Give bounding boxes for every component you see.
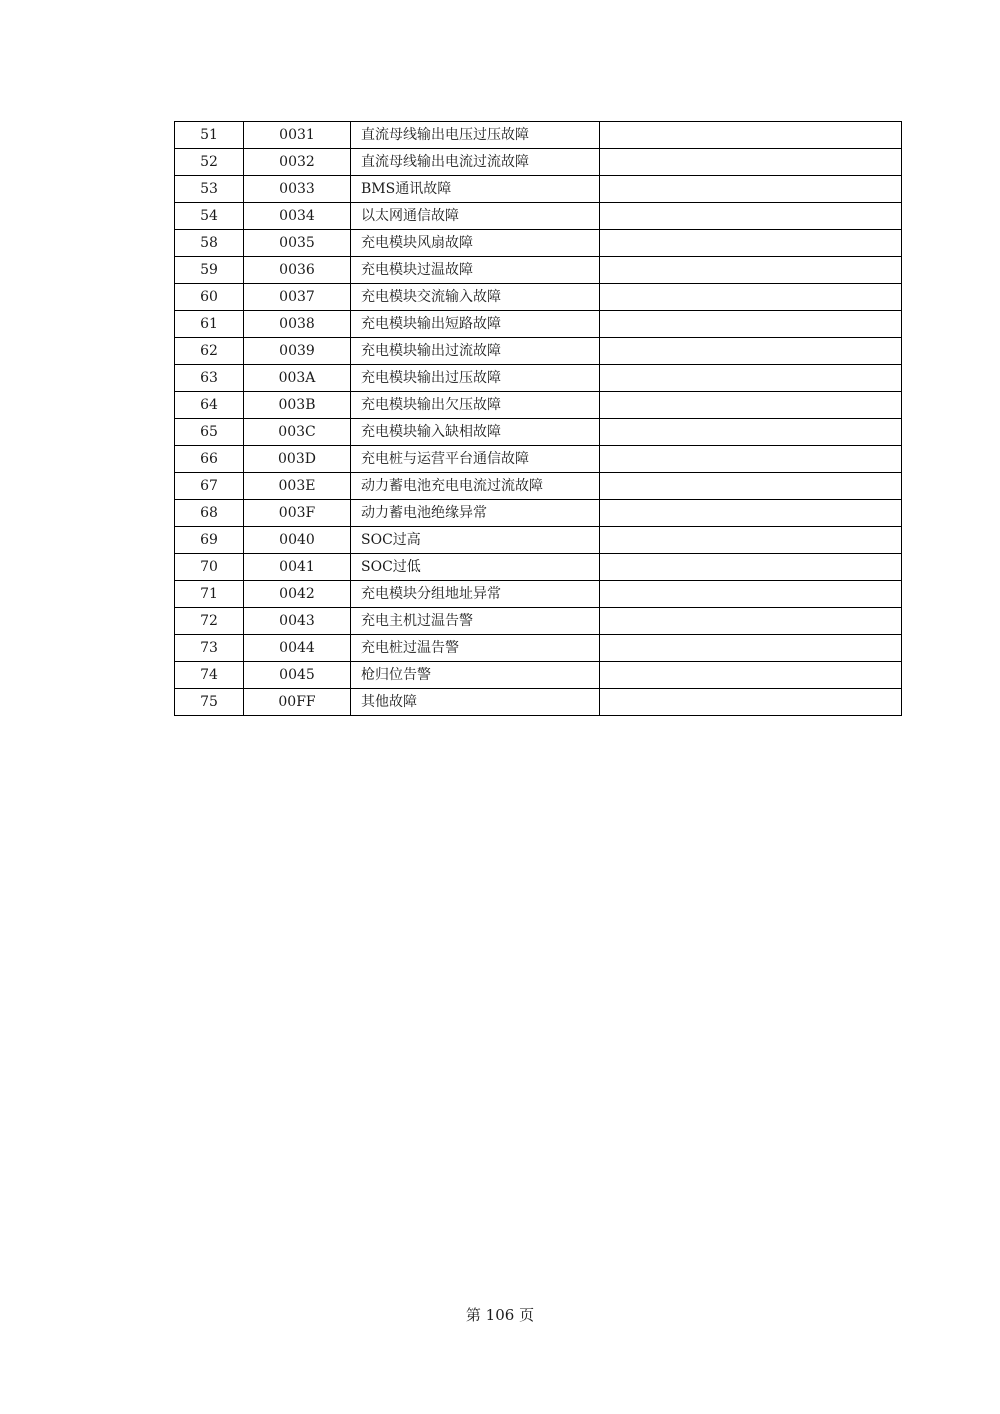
fault-code-cell: 0036: [244, 257, 351, 284]
fault-code-cell: 0035: [244, 230, 351, 257]
page-number: 第 106 页: [465, 1306, 535, 1324]
fault-description-cell: BMS通讯故障: [351, 176, 600, 203]
remark-cell: [600, 122, 902, 149]
fault-code-cell: 0042: [244, 581, 351, 608]
fault-description-cell: 充电模块过温故障: [351, 257, 600, 284]
fault-description-cell: 充电模块输入缺相故障: [351, 419, 600, 446]
fault-code-cell: 003E: [244, 473, 351, 500]
sequence-number-cell: 52: [175, 149, 244, 176]
fault-code-cell: 0043: [244, 608, 351, 635]
remark-cell: [600, 257, 902, 284]
fault-code-table: [174, 121, 902, 716]
sequence-number-cell: 66: [175, 446, 244, 473]
fault-description-cell: 充电模块输出短路故障: [351, 311, 600, 338]
fault-code-cell: 003A: [244, 365, 351, 392]
sequence-number-cell: 69: [175, 527, 244, 554]
fault-description-cell: 直流母线输出电流过流故障: [351, 149, 600, 176]
fault-description-cell: SOC过低: [351, 554, 600, 581]
fault-description-cell: 充电模块输出过流故障: [351, 338, 600, 365]
fault-code-cell: 003B: [244, 392, 351, 419]
fault-description-cell: 动力蓄电池充电电流过流故障: [351, 473, 600, 500]
sequence-number-cell: 53: [175, 176, 244, 203]
fault-code-cell: 003F: [244, 500, 351, 527]
table-row: [175, 203, 902, 230]
fault-code-cell: 003C: [244, 419, 351, 446]
remark-cell: [600, 689, 902, 716]
fault-description-cell: 动力蓄电池绝缘异常: [351, 500, 600, 527]
fault-description-cell: 充电主机过温告警: [351, 608, 600, 635]
remark-cell: [600, 500, 902, 527]
remark-cell: [600, 311, 902, 338]
table-row: [175, 311, 902, 338]
fault-code-cell: 0045: [244, 662, 351, 689]
remark-cell: [600, 284, 902, 311]
remark-cell: [600, 473, 902, 500]
fault-code-cell: 0044: [244, 635, 351, 662]
remark-cell: [600, 392, 902, 419]
fault-description-cell: 充电模块分组地址异常: [351, 581, 600, 608]
remark-cell: [600, 203, 902, 230]
sequence-number-cell: 72: [175, 608, 244, 635]
remark-cell: [600, 419, 902, 446]
table-row: [175, 149, 902, 176]
fault-code-cell: 0038: [244, 311, 351, 338]
table-row: [175, 122, 902, 149]
table-row: [175, 338, 902, 365]
fault-description-cell: 以太网通信故障: [351, 203, 600, 230]
sequence-number-cell: 74: [175, 662, 244, 689]
fault-description-cell: 充电模块输出过压故障: [351, 365, 600, 392]
table-row: [175, 527, 902, 554]
fault-code-cell: 0037: [244, 284, 351, 311]
fault-description-cell: 枪归位告警: [351, 662, 600, 689]
remark-cell: [600, 230, 902, 257]
fault-description-cell: 其他故障: [351, 689, 600, 716]
table-row: [175, 392, 902, 419]
table-row: [175, 257, 902, 284]
fault-code-cell: 0041: [244, 554, 351, 581]
table-row: [175, 500, 902, 527]
table-row: [175, 176, 902, 203]
table-row: [175, 473, 902, 500]
table-row: [175, 581, 902, 608]
table-row: [175, 284, 902, 311]
table-row: [175, 554, 902, 581]
fault-code-cell: 0040: [244, 527, 351, 554]
table-row: [175, 230, 902, 257]
remark-cell: [600, 608, 902, 635]
fault-description-cell: 充电模块风扇故障: [351, 230, 600, 257]
sequence-number-cell: 71: [175, 581, 244, 608]
remark-cell: [600, 149, 902, 176]
fault-code-cell: 0039: [244, 338, 351, 365]
fault-description-cell: 充电桩与运营平台通信故障: [351, 446, 600, 473]
sequence-number-cell: 63: [175, 365, 244, 392]
sequence-number-cell: 54: [175, 203, 244, 230]
table-row: [175, 365, 902, 392]
sequence-number-cell: 61: [175, 311, 244, 338]
remark-cell: [600, 176, 902, 203]
fault-code-table-body: [175, 122, 902, 716]
sequence-number-cell: 60: [175, 284, 244, 311]
remark-cell: [600, 365, 902, 392]
fault-code-cell: 0031: [244, 122, 351, 149]
fault-code-cell: 003D: [244, 446, 351, 473]
fault-description-cell: 充电模块输出欠压故障: [351, 392, 600, 419]
table-row: [175, 635, 902, 662]
table-row: [175, 662, 902, 689]
sequence-number-cell: 64: [175, 392, 244, 419]
fault-code-cell: 0034: [244, 203, 351, 230]
sequence-number-cell: 58: [175, 230, 244, 257]
remark-cell: [600, 527, 902, 554]
sequence-number-cell: 59: [175, 257, 244, 284]
sequence-number-cell: 68: [175, 500, 244, 527]
sequence-number-cell: 62: [175, 338, 244, 365]
sequence-number-cell: 75: [175, 689, 244, 716]
fault-code-cell: 00FF: [244, 689, 351, 716]
fault-code-cell: 0033: [244, 176, 351, 203]
remark-cell: [600, 446, 902, 473]
fault-description-cell: 直流母线输出电压过压故障: [351, 122, 600, 149]
table-row: [175, 419, 902, 446]
fault-description-cell: 充电模块交流输入故障: [351, 284, 600, 311]
fault-code-cell: 0032: [244, 149, 351, 176]
remark-cell: [600, 635, 902, 662]
remark-cell: [600, 581, 902, 608]
sequence-number-cell: 70: [175, 554, 244, 581]
fault-description-cell: SOC过高: [351, 527, 600, 554]
sequence-number-cell: 67: [175, 473, 244, 500]
sequence-number-cell: 51: [175, 122, 244, 149]
table-row: [175, 446, 902, 473]
remark-cell: [600, 662, 902, 689]
sequence-number-cell: 73: [175, 635, 244, 662]
table-row: [175, 689, 902, 716]
table-row: [175, 608, 902, 635]
fault-description-cell: 充电桩过温告警: [351, 635, 600, 662]
remark-cell: [600, 554, 902, 581]
sequence-number-cell: 65: [175, 419, 244, 446]
remark-cell: [600, 338, 902, 365]
